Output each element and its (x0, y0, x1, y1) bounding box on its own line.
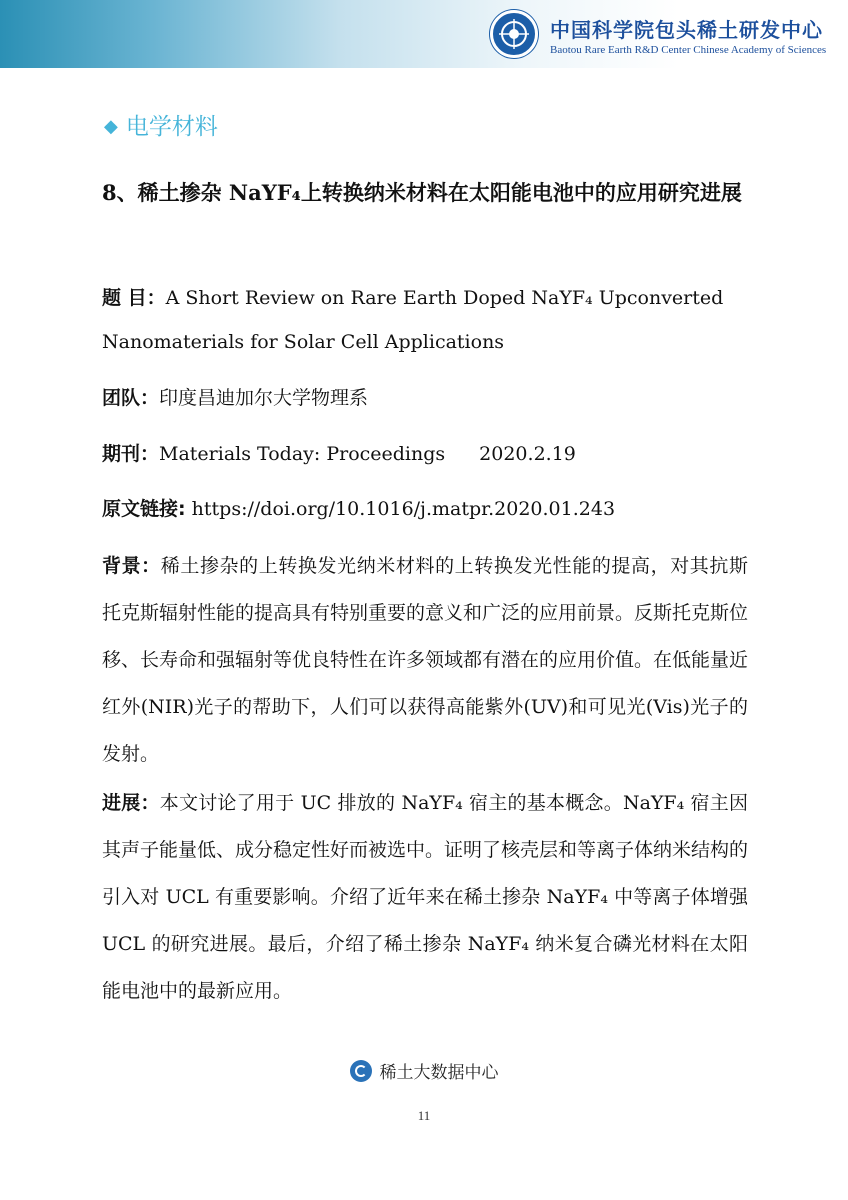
topic-value: A Short Review on Rare Earth Doped NaYF₄ Upconverted Nanomaterials for Solar Cell Applications (102, 287, 724, 353)
section-title: 电学材料 (125, 114, 218, 140)
diamond-icon: ◆ (104, 116, 118, 137)
background-label: 背景： (102, 555, 161, 577)
journal-label: 期刊： (102, 443, 160, 465)
article-title: 8、稀土掺杂 NaYF₄上转换纳米材料在太阳能电池中的应用研究进展 (102, 180, 742, 205)
footer-brand-text: 稀土大数据中心 (379, 1063, 499, 1083)
cas-emblem-icon (490, 10, 538, 58)
progress-label: 进展： (102, 792, 160, 814)
progress-text: 本文讨论了用于 UC 排放的 NaYF₄ 宿主的基本概念。NaYF₄ 宿主因其声子能量低、成分稳定性好而被选中。证明了核壳层和等离子体纳米结构的引入对 UCL 有重要影响。介绍了近年来在稀土掺杂 NaYF₄ 中等离子体增强 UCL 的研究进展。最后，介绍了稀土掺杂 NaYF₄ 纳米复合磷光材料在太阳能电池中的最新应用。 (102, 792, 749, 1002)
org-name-cn: 中国科学院包头稀土研发中心 (550, 18, 823, 42)
link-label: 原文链接: (102, 498, 186, 520)
team-field (102, 376, 748, 420)
team-value: 印度昌迪加尔大学物理系 (159, 387, 369, 409)
progress-paragraph (102, 780, 748, 1015)
journal-field (102, 432, 748, 476)
topic-field (102, 276, 748, 364)
background-text: 稀土掺杂的上转换发光纳米材料的上转换发光性能的提高，对其抗斯托克斯辐射性能的提高具有特别重要的意义和广泛的应用前景。反斯托克斯位移、长寿命和强辐射等优良特性在许多领域都有潜在的应用价值。在低能量近红外(NIR)光子的帮助下，人们可以获得高能紫外(UV)和可见光(Vis)光子的发射。 (102, 555, 749, 765)
rare-earth-data-logo-icon (350, 1060, 372, 1082)
journal-date: 2020.2.19 (479, 443, 576, 465)
link-field (102, 487, 748, 531)
team-label: 团队： (102, 387, 160, 409)
topic-label: 题 目： (102, 287, 166, 309)
org-name-en: Baotou Rare Earth R&D Center Chinese Academy of Sciences (550, 44, 827, 56)
doi-link[interactable]: https://doi.org/10.1016/j.matpr.2020.01.243 (191, 498, 616, 520)
page-number: 11 (417, 1108, 431, 1123)
section-heading (104, 108, 218, 141)
background-paragraph (102, 543, 748, 778)
journal-value: Materials Today: Proceedings (159, 443, 446, 465)
footer-brand (0, 1058, 848, 1083)
